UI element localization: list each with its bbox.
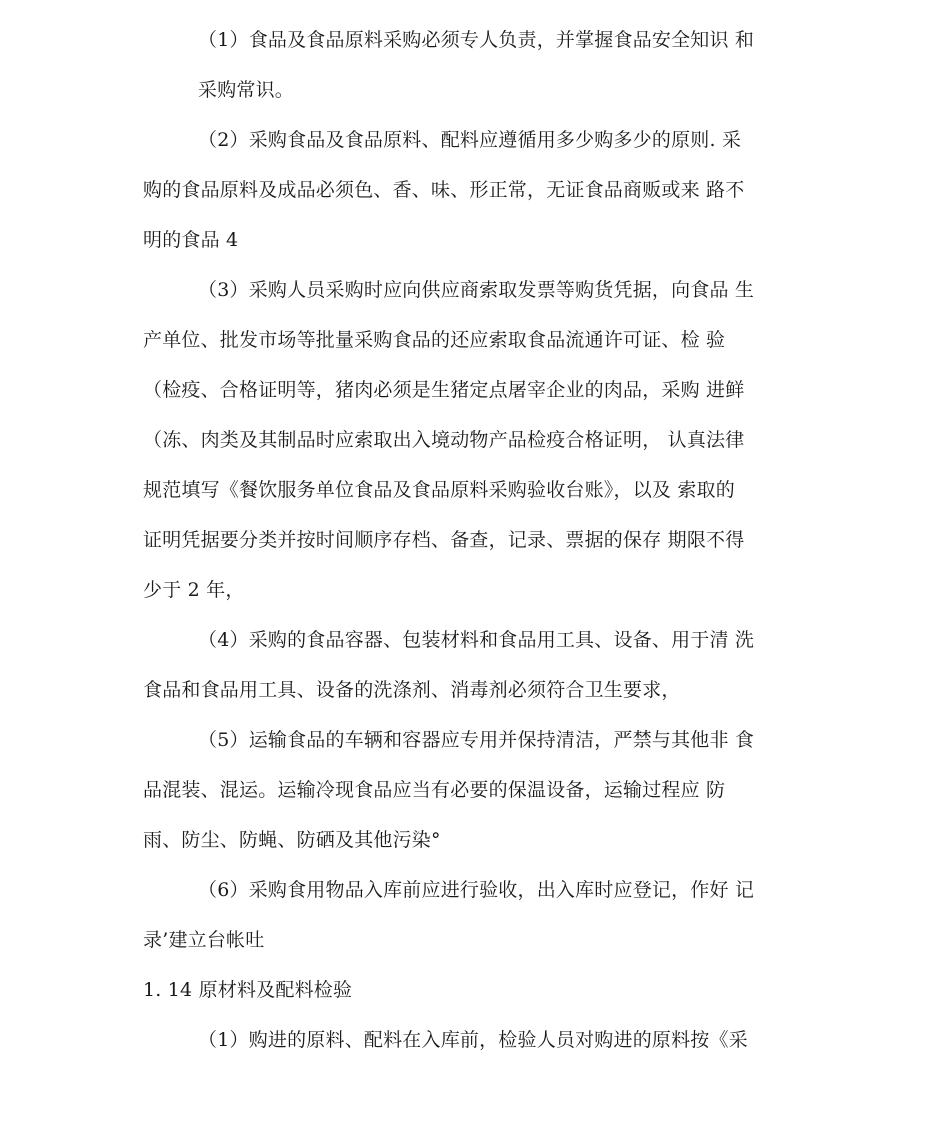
text-line: （1）食品及食品原料采购必须专人负责，并掌握食品安全知识 和 (198, 29, 755, 51)
text-line: 少于 2 年， (143, 579, 245, 601)
text-line: （5）运输食品的车辆和容器应专用并保持清洁，严禁与其他非 食 (198, 729, 755, 751)
text-line: 食品和食品用工具、设备的洗涤剂、消毒剂必须符合卫生要求， (143, 679, 681, 701)
text-line: （3）采购人员采购时应向供应商索取发票等购货凭据，向食品 生 (198, 279, 755, 301)
text-line: （检疫、合格证明等，猪肉必须是生猪定点屠宰企业的肉品，采购 进鲜 (143, 379, 745, 401)
text-line: 证明凭据要分类并按时间顺序存档、备查，记录、票据的保存 期限不得 (143, 529, 745, 551)
text-line: 产单位、批发市场等批量采购食品的还应索取食品流通许可证、检 验 (143, 329, 726, 351)
text-line: （2）采购食品及食品原料、配料应遵循用多少购多少的原则. 采 (198, 129, 742, 151)
section-heading: 1. 14 原材料及配料检验 (143, 979, 353, 1001)
text-line: （冻、肉类及其制品时应索取出入境动物产品检疫合格证明， 认真法律 (143, 429, 745, 451)
text-line: 购的食品原料及成品必须色、香、味、形正常，无证食品商贩或来 路不 (143, 179, 745, 201)
text-line: （4）采购的食品容器、包装材料和食品用工具、设备、用于清 洗 (198, 629, 755, 651)
text-line: 明的食品 4 (143, 229, 239, 251)
text-line: 规范填写《餐饮服务单位食品及食品原料采购验收台账》，以及 索取的 (143, 479, 735, 501)
text-line: 品混装、混运。运输冷现食品应当有必要的保温设备，运输过程应 防 (143, 779, 726, 801)
text-line: 录’建立台帐吐 (143, 929, 265, 951)
text-line: （1）购进的原料、配料在入库前，检验人员对购进的原料按《采 (198, 1029, 748, 1051)
text-line: 采购常识。 (198, 79, 295, 101)
text-line: （6）采购食用物品入库前应进行验收，出入库时应登记，作好 记 (198, 879, 755, 901)
text-line: 雨、防尘、防蝇、防硒及其他污染° (143, 829, 441, 851)
